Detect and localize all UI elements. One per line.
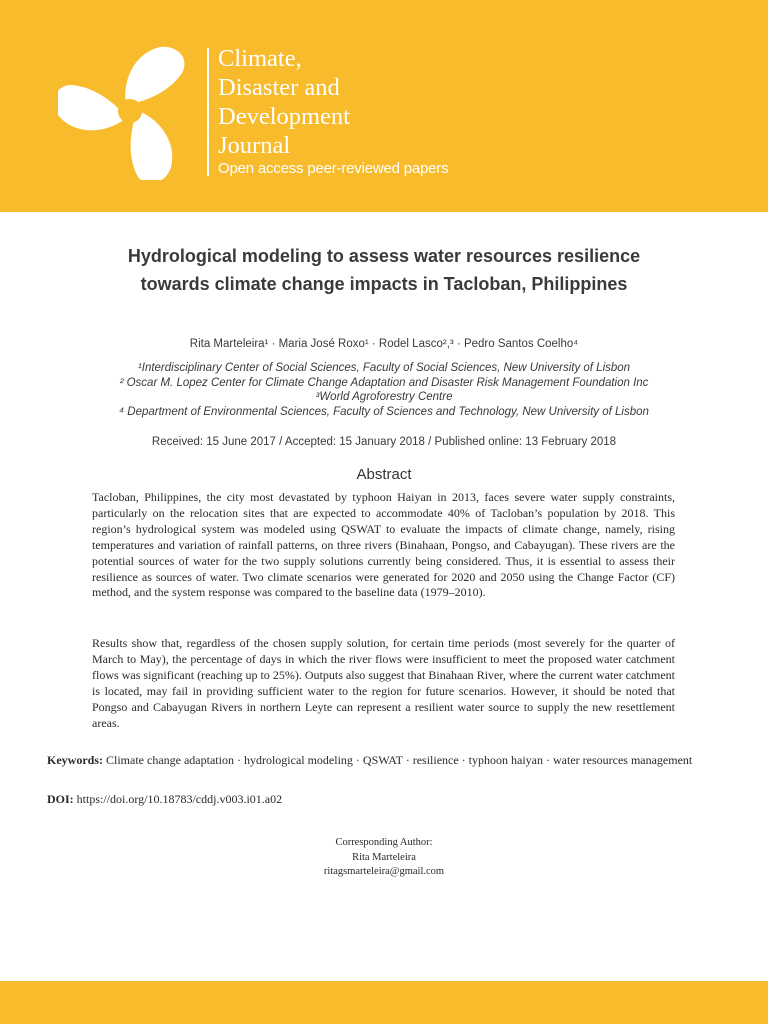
corresponding-name: Rita Marteleira <box>352 851 416 863</box>
corresponding-email[interactable]: ritagsmarteleira@gmail.com <box>323 866 445 877</box>
publication-dates: Received: 15 June 2017 / Accepted: 15 January 2018 / Published online: 13 February 2018 <box>151 436 617 448</box>
author-list: Rita Marteleira¹ · Maria José Roxo¹ · Rodel Lasco²,³ · Pedro Santos Coelho⁴ <box>189 338 579 350</box>
affiliation-line: ² Oscar M. Lopez Center for Climate Change Adaptation and Disaster Risk Management Foundation Inc <box>119 376 649 389</box>
keywords-text: Climate change adaptation · hydrological modeling · QSWAT · resilience · typhoon haiyan · water resources management <box>106 753 693 767</box>
abstract-paragraph: Results show that, regardless of the chosen supply solution, for certain time periods (most severely for the quarter of March to May), the percentage of days in which the river flows were insufficient to meet the proposed water catchment flows was significant (reaching up to 25%). Outputs also suggest that Binahaan River, where the current water catchment is located, may fail in providing sufficient water to the region for future scenarios. However, it should be noted that Pongso and Cabayugan Rivers in northern Leyte can represent a resilient water source to supply the new resettlement areas. <box>92 636 675 730</box>
abstract-paragraph: Tacloban, Philippines, the city most devastated by typhoon Haiyan in 2013, faces severe water supply constraints, particularly on the relocation sites that are expected to accommodate 40% of Tacloban’s population by 2018. This region’s hydrological system was modeled using QSWAT to evaluate the impacts of climate change, namely, rising temperatures and variation of rainfall patterns, on three rivers (Binahaan, Pongso, and Cabayugan). These rivers are the potential sources of water for the two supply solutions currently being considered. Thus, it is essential to assess their resilience as sources of water. Two climate scenarios were generated for 2020 and 2050 using the Change Factor (CF) method, and the system response was compared to the baseline data (1979–2010). <box>92 490 675 600</box>
keywords-label: Keywords: <box>47 753 103 767</box>
affiliation-line: ¹Interdisciplinary Center of Social Sciences, Faculty of Social Sciences, New University of Lisbon <box>137 362 631 374</box>
doi-link[interactable]: https://doi.org/10.18783/cddj.v003.i01.a02 <box>76 792 283 806</box>
doi <box>47 792 282 807</box>
header-divider <box>207 48 209 176</box>
affiliation-line: ³World Agroforestry Centre <box>315 391 453 403</box>
journal-title-line: Journal <box>218 132 291 159</box>
affiliation-line: ⁴ Department of Environmental Sciences, Faculty of Sciences and Technology, New University of Lisbon <box>119 405 649 418</box>
corresponding-label: Corresponding Author: <box>335 837 433 848</box>
article-title-line: towards climate change impacts in Tacloban, Philippines <box>140 274 628 294</box>
doi-label: DOI: <box>47 792 74 806</box>
journal-title-line: Climate, <box>218 45 302 72</box>
journal-title <box>218 44 350 160</box>
abstract-heading: Abstract <box>356 466 412 483</box>
affiliations <box>40 361 728 419</box>
journal-title-line: Disaster and <box>218 74 340 101</box>
journal-title-line: Development <box>218 103 350 130</box>
journal-tagline: Open access peer-reviewed papers <box>218 160 449 177</box>
corresponding-author <box>40 836 728 880</box>
journal-footer-band <box>0 981 768 1024</box>
article-title-line: Hydrological modeling to assess water resources resilience <box>127 246 641 266</box>
pinwheel-logo-icon <box>58 42 202 180</box>
article-title <box>40 242 728 298</box>
keywords <box>47 752 722 768</box>
journal-header <box>0 0 768 212</box>
